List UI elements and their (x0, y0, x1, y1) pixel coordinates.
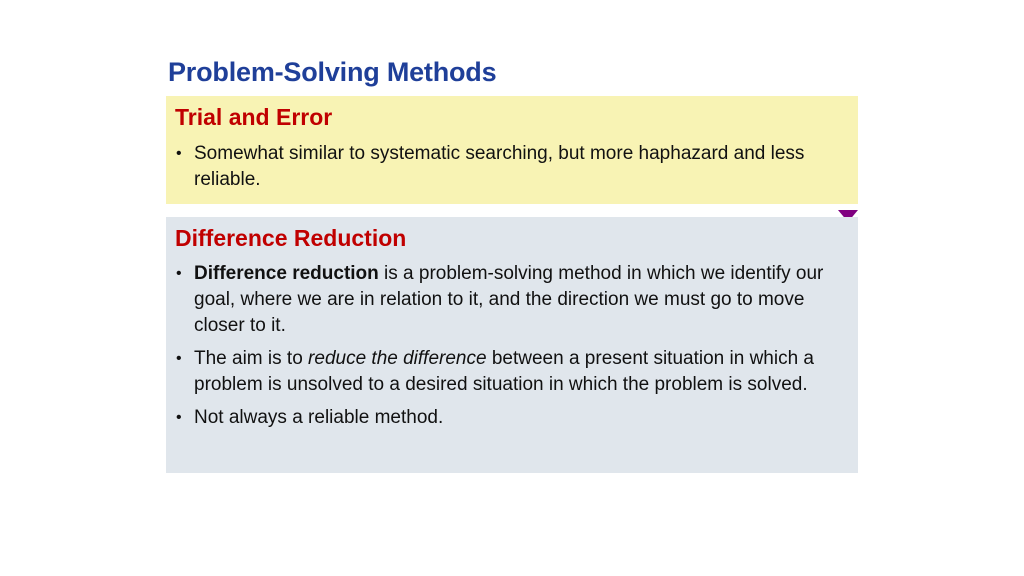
bullet-text: Somewhat similar to systematic searching, but more haphazard and less reliable. (194, 143, 805, 190)
difference-reduction-box (166, 217, 858, 473)
trial-and-error-box (166, 96, 858, 204)
list-item (174, 405, 840, 431)
bullet-icon: • (176, 265, 182, 282)
page-title: Problem-Solving Methods (168, 57, 497, 87)
bullet-text: Not always a reliable method. (194, 407, 444, 428)
bullet-icon: • (176, 145, 182, 162)
bullet-text: between a present situation in which a problem is unsolved to a desired situation in which the problem is solved. (194, 348, 814, 395)
bold-term: Difference reduction (194, 263, 379, 284)
bullet-icon: • (176, 350, 182, 367)
bullet-list (174, 141, 840, 200)
section-heading: Trial and Error (175, 104, 333, 130)
list-item (174, 261, 840, 339)
italic-term: reduce the difference (308, 348, 487, 369)
section-heading: Difference Reduction (175, 225, 407, 251)
bullet-list (174, 261, 840, 438)
list-item (174, 141, 840, 193)
bullet-icon: • (176, 409, 182, 426)
bullet-text: The aim is to (194, 348, 309, 369)
list-item (174, 346, 840, 398)
bullet-text: is a problem-solving method in which we identify our goal, where we are in relation to it, and the direction we must go to move closer to it. (194, 263, 824, 336)
